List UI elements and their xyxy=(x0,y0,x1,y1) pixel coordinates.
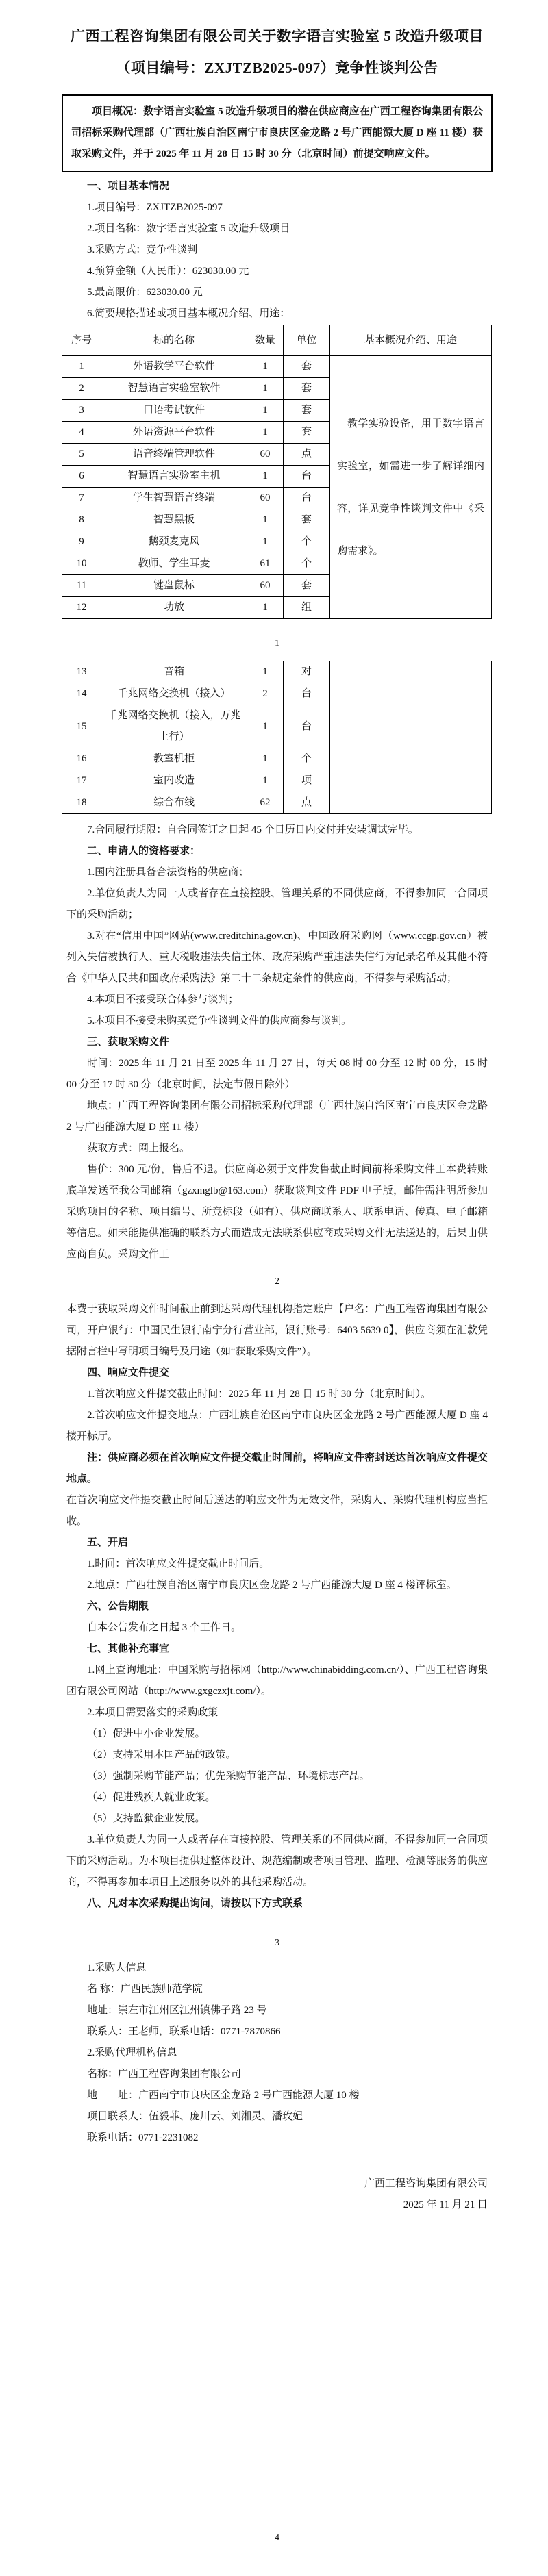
doc-paragraph: 获取方式：网上报名。 xyxy=(87,1143,190,1154)
table-cell: 个 xyxy=(284,531,330,553)
project-overview-box: 项目概况：数字语言实验室 5 改造升级项目的潜在供应商应在广西工程咨询集团有限公司招标采购代理部（广西壮族自治区南宁市良庆区金龙路 2 号广西能源大厦 D 座 11 楼）获取采购文件，并于 2025 年 11 月 28 日 15 时 30 分（北京时间）前提交响应文件。 xyxy=(62,94,493,172)
doc-paragraph: 3.单位负责人为同一人或者存在直接控股、管理关系的不同供应商，不得参加同一合同项下的采购活动。为本项目提供过整体设计、规范编制或者项目管理、监理、检测等服务的供应商，不得再参加本项目上述服务以外的其他采购活动。 xyxy=(66,1834,488,1888)
table-cell: 1 xyxy=(247,597,284,619)
table-cell: 9 xyxy=(62,531,101,553)
table-cell: 17 xyxy=(62,770,101,792)
table-cell: 15 xyxy=(62,705,101,748)
usage-description-cell xyxy=(330,661,492,814)
table-cell: 鹅颈麦克风 xyxy=(101,531,247,553)
doc-paragraph: 名称：广西工程咨询集团有限公司 xyxy=(87,2069,242,2080)
section-submission-opening xyxy=(66,1299,488,1915)
table-cell: 音箱 xyxy=(101,661,247,683)
doc-paragraph: 售价：300 元/份，售后不退。供应商必须于文件发售截止时间前将采购文件工本费转账底单发送至我公司邮箱（gzxmglb@163.com）获取谈判文件 PDF 电子版，邮件需注明所参加采购项目的名称、项目编号、所竞标段（如有）、供应商联系人、联系电话、传真、电子邮箱等信息。如未能提供准确的联系方式而造成无法联系供应商或采购文件无法送达的，后果由供应商自负。采购文件工 xyxy=(66,1164,488,1260)
table-cell: 台 xyxy=(284,705,330,748)
table-cell: 教室机柜 xyxy=(101,748,247,770)
table-cell: 项 xyxy=(284,770,330,792)
doc-paragraph: 1.网上查询地址：中国采购与招标网（http://www.chinabidding.com.cn/）、广西工程咨询集团有限公司网站（http://www.gxgczxjt.com/）。 xyxy=(66,1665,488,1697)
doc-paragraph: 名 称：广西民族师范学院 xyxy=(87,1984,203,1995)
table-cell: 套 xyxy=(284,356,330,378)
doc-paragraph: （3）强制采购节能产品；优先采购节能产品、环境标志产品。 xyxy=(87,1771,370,1782)
table-cell: 61 xyxy=(247,553,284,575)
table-cell: 点 xyxy=(284,792,330,814)
table-cell: 口语考试软件 xyxy=(101,400,247,422)
table-cell: 智慧语言实验室软件 xyxy=(101,378,247,400)
doc-paragraph: 地址：崇左市江州区江州镇佛子路 23 号 xyxy=(87,2005,267,2016)
doc-paragraph: 1.项目编号：ZXJTZB2025-097 xyxy=(87,202,223,213)
table-cell: 1 xyxy=(247,661,284,683)
doc-paragraph: （1）促进中小企业发展。 xyxy=(87,1728,206,1739)
table-cell: 智慧黑板 xyxy=(101,509,247,531)
doc-paragraph: （5）支持监狱企业发展。 xyxy=(87,1813,206,1824)
table-cell: 1 xyxy=(247,748,284,770)
table-cell: 11 xyxy=(62,575,101,597)
table-cell: 对 xyxy=(284,661,330,683)
doc-paragraph: 八、凡对本次采购提出询问，请按以下方式联系 xyxy=(87,1898,303,1909)
doc-paragraph: 5.最高限价：623030.00 元 xyxy=(87,287,203,298)
table-cell: 外语教学平台软件 xyxy=(101,356,247,378)
table-cell: 2 xyxy=(247,683,284,705)
table-cell: 1 xyxy=(247,356,284,378)
doc-paragraph: 1.时间：首次响应文件提交截止时间后。 xyxy=(87,1558,270,1569)
doc-paragraph: 联系人：王老师，联系电话：0771-7870866 xyxy=(87,2026,281,2037)
table-cell: 台 xyxy=(284,683,330,705)
table-cell: 60 xyxy=(247,488,284,509)
doc-paragraph: 3.对在“信用中国”网站(www.creditchina.gov.cn)、中国政府采购网（www.ccgp.gov.cn）被列入失信被执行人、重大税收违法失信主体、政府采购严重违法失信行为记录名单及其他不符合《中华人民共和国政府采购法》第二十二条规定条件的供应商，不得参与采购活动； xyxy=(66,931,488,984)
table-cell: 千兆网络交换机（接入） xyxy=(101,683,247,705)
doc-paragraph: 三、获取采购文件 xyxy=(87,1037,170,1048)
table-cell: 1 xyxy=(62,356,101,378)
goods-table-page1 xyxy=(62,325,492,619)
table-cell: 1 xyxy=(247,378,284,400)
table-cell: 套 xyxy=(284,400,330,422)
doc-paragraph: 联系电话：0771-2231082 xyxy=(87,2132,199,2143)
page-number-2: 2 xyxy=(275,1276,279,1287)
col-header-index: 序号 xyxy=(62,325,101,356)
table-cell: 1 xyxy=(247,422,284,444)
table-cell: 13 xyxy=(62,661,101,683)
table-cell: 8 xyxy=(62,509,101,531)
doc-paragraph: 七、其他补充事宜 xyxy=(87,1643,170,1654)
doc-paragraph: 4.预算金额（人民币）：623030.00 元 xyxy=(87,266,249,277)
table-cell: 7 xyxy=(62,488,101,509)
doc-paragraph: 在首次响应文件提交截止时间后送达的响应文件为无效文件，采购人、采购代理机构应当拒收。 xyxy=(66,1495,488,1527)
table-cell: 功放 xyxy=(101,597,247,619)
table-cell: 套 xyxy=(284,422,330,444)
table-cell: 14 xyxy=(62,683,101,705)
section-contacts xyxy=(66,1958,488,2149)
table-cell: 16 xyxy=(62,748,101,770)
table-cell: 1 xyxy=(247,770,284,792)
section-basic-info xyxy=(66,176,488,325)
page-title-line-2: （项目编号：ZXJTZB2025-097）竞争性谈判公告 xyxy=(116,60,438,76)
table-cell: 1 xyxy=(247,400,284,422)
doc-paragraph: 2.首次响应文件提交地点：广西壮族自治区南宁市良庆区金龙路 2 号广西能源大厦 D 座 4 楼开标厅。 xyxy=(66,1410,488,1442)
table-cell: 组 xyxy=(284,597,330,619)
table-cell: 12 xyxy=(62,597,101,619)
table-cell: 62 xyxy=(247,792,284,814)
doc-paragraph: 项目联系人：伍毅菲、庞川云、刘湘灵、潘玫妃 xyxy=(87,2111,303,2122)
table-cell: 1 xyxy=(247,466,284,488)
page-title-line-1: 广西工程咨询集团有限公司关于数字语言实验室 5 改造升级项目 xyxy=(71,28,484,45)
table-cell: 3 xyxy=(62,400,101,422)
doc-paragraph: 本费于获取采购文件时间截止前到达采购代理机构指定账户【户名：广西工程咨询集团有限公司，开户银行：中国民生银行南宁分行营业部，银行账号：6403 5639 0】，供应商须在汇款凭据附言栏中写明项目编号及用途（如“获取采购文件”）。 xyxy=(66,1304,488,1357)
doc-paragraph: 二、申请人的资格要求： xyxy=(87,846,201,857)
doc-paragraph: 5.本项目不接受未购买竞争性谈判文件的供应商参与谈判。 xyxy=(87,1015,352,1026)
section-qualifications xyxy=(66,820,488,1265)
table-cell: 18 xyxy=(62,792,101,814)
doc-paragraph: 2.本项目需要落实的采购政策 xyxy=(87,1707,219,1718)
doc-paragraph: 2.单位负责人为同一人或者存在直接控股、管理关系的不同供应商，不得参加同一合同项下的采购活动； xyxy=(66,888,488,920)
table-cell: 室内改造 xyxy=(101,770,247,792)
table-cell: 教师、学生耳麦 xyxy=(101,553,247,575)
table-cell: 10 xyxy=(62,553,101,575)
doc-paragraph: 7.合同履行期限：自合同签订之日起 45 个日历日内交付并安装调试完毕。 xyxy=(87,824,419,835)
page-number-4: 4 xyxy=(275,2533,279,2543)
doc-paragraph: 注：供应商必须在首次响应文件提交截止时间前，将响应文件密封送达首次响应文件提交地点。 xyxy=(66,1452,488,1485)
signature-organization: 广西工程咨询集团有限公司 xyxy=(364,2178,488,2189)
doc-paragraph: 自本公告发布之日起 3 个工作日。 xyxy=(87,1622,242,1633)
doc-paragraph: 六、公告期限 xyxy=(87,1601,149,1612)
doc-paragraph: 1.首次响应文件提交截止时间：2025 年 11 月 28 日 15 时 30 分（北京时间）。 xyxy=(87,1389,431,1400)
blank-space xyxy=(66,2216,488,2527)
table-cell: 6 xyxy=(62,466,101,488)
table-cell: 1 xyxy=(247,531,284,553)
doc-paragraph: 一、项目基本情况 xyxy=(87,181,170,192)
doc-paragraph: 2.采购代理机构信息 xyxy=(87,2047,177,2058)
table-cell: 智慧语言实验室主机 xyxy=(101,466,247,488)
doc-paragraph: 1.国内注册具备合法资格的供应商； xyxy=(87,867,249,878)
table-row xyxy=(62,356,492,378)
page-number-1: 1 xyxy=(275,638,279,648)
doc-paragraph: 2.项目名称：数字语言实验室 5 改造升级项目 xyxy=(87,223,290,234)
table-cell: 套 xyxy=(284,575,330,597)
doc-paragraph: 四、响应文件提交 xyxy=(87,1367,170,1378)
table-cell: 外语资源平台软件 xyxy=(101,422,247,444)
doc-paragraph: 1.采购人信息 xyxy=(87,1962,147,1973)
col-header-qty: 数量 xyxy=(247,325,284,356)
table-cell: 1 xyxy=(247,705,284,748)
doc-paragraph: 地 址：广西南宁市良庆区金龙路 2 号广西能源大厦 10 楼 xyxy=(87,2090,360,2101)
table-cell: 综合布线 xyxy=(101,792,247,814)
table-cell: 千兆网络交换机（接入，万兆上行） xyxy=(101,705,247,748)
usage-description-cell: 教学实验设备，用于数字语言实验室，如需进一步了解详细内容，详见竞争性谈判文件中《采购需求》。 xyxy=(330,356,492,619)
col-header-usage: 基本概况介绍、用途 xyxy=(330,325,492,356)
table-cell: 个 xyxy=(284,553,330,575)
table-header-row xyxy=(62,325,492,356)
doc-paragraph: 6.简要规格描述或项目基本概况介绍、用途： xyxy=(87,308,290,319)
table-cell: 键盘鼠标 xyxy=(101,575,247,597)
doc-paragraph: 3.采购方式：竞争性谈判 xyxy=(87,244,198,255)
signature-date: 2025 年 11 月 21 日 xyxy=(403,2199,488,2210)
table-cell: 台 xyxy=(284,488,330,509)
table-cell: 2 xyxy=(62,378,101,400)
doc-paragraph: （2）支持采用本国产品的政策。 xyxy=(87,1750,236,1760)
table-cell: 台 xyxy=(284,466,330,488)
table-cell: 1 xyxy=(247,509,284,531)
table-cell: 语音终端管理软件 xyxy=(101,444,247,466)
table-cell: 套 xyxy=(284,509,330,531)
doc-paragraph: 地点：广西工程咨询集团有限公司招标采购代理部（广西壮族自治区南宁市良庆区金龙路 2 号广西能源大厦 D 座 11 楼） xyxy=(66,1100,488,1133)
table-cell: 60 xyxy=(247,444,284,466)
page-number-3: 3 xyxy=(275,1938,279,1948)
goods-table-page2 xyxy=(62,661,492,814)
table-row xyxy=(62,661,492,683)
table-cell: 点 xyxy=(284,444,330,466)
doc-paragraph: 时间：2025 年 11 月 21 日至 2025 年 11 月 27 日，每天 08 时 00 分至 12 时 00 分，15 时 00 分至 17 时 30 分（北京时间，法定节假日除外） xyxy=(66,1058,488,1090)
doc-paragraph: 4.本项目不接受联合体参与谈判； xyxy=(87,994,239,1005)
table-cell: 学生智慧语言终端 xyxy=(101,488,247,509)
table-cell: 4 xyxy=(62,422,101,444)
doc-paragraph: （4）促进残疾人就业政策。 xyxy=(87,1792,216,1803)
table-cell: 个 xyxy=(284,748,330,770)
table-cell: 5 xyxy=(62,444,101,466)
doc-paragraph: 五、开启 xyxy=(87,1537,129,1548)
col-header-unit: 单位 xyxy=(284,325,330,356)
table-cell: 套 xyxy=(284,378,330,400)
table-cell: 60 xyxy=(247,575,284,597)
doc-paragraph: 2.地点：广西壮族自治区南宁市良庆区金龙路 2 号广西能源大厦 D 座 4 楼评标室。 xyxy=(87,1580,457,1591)
col-header-name: 标的名称 xyxy=(101,325,247,356)
